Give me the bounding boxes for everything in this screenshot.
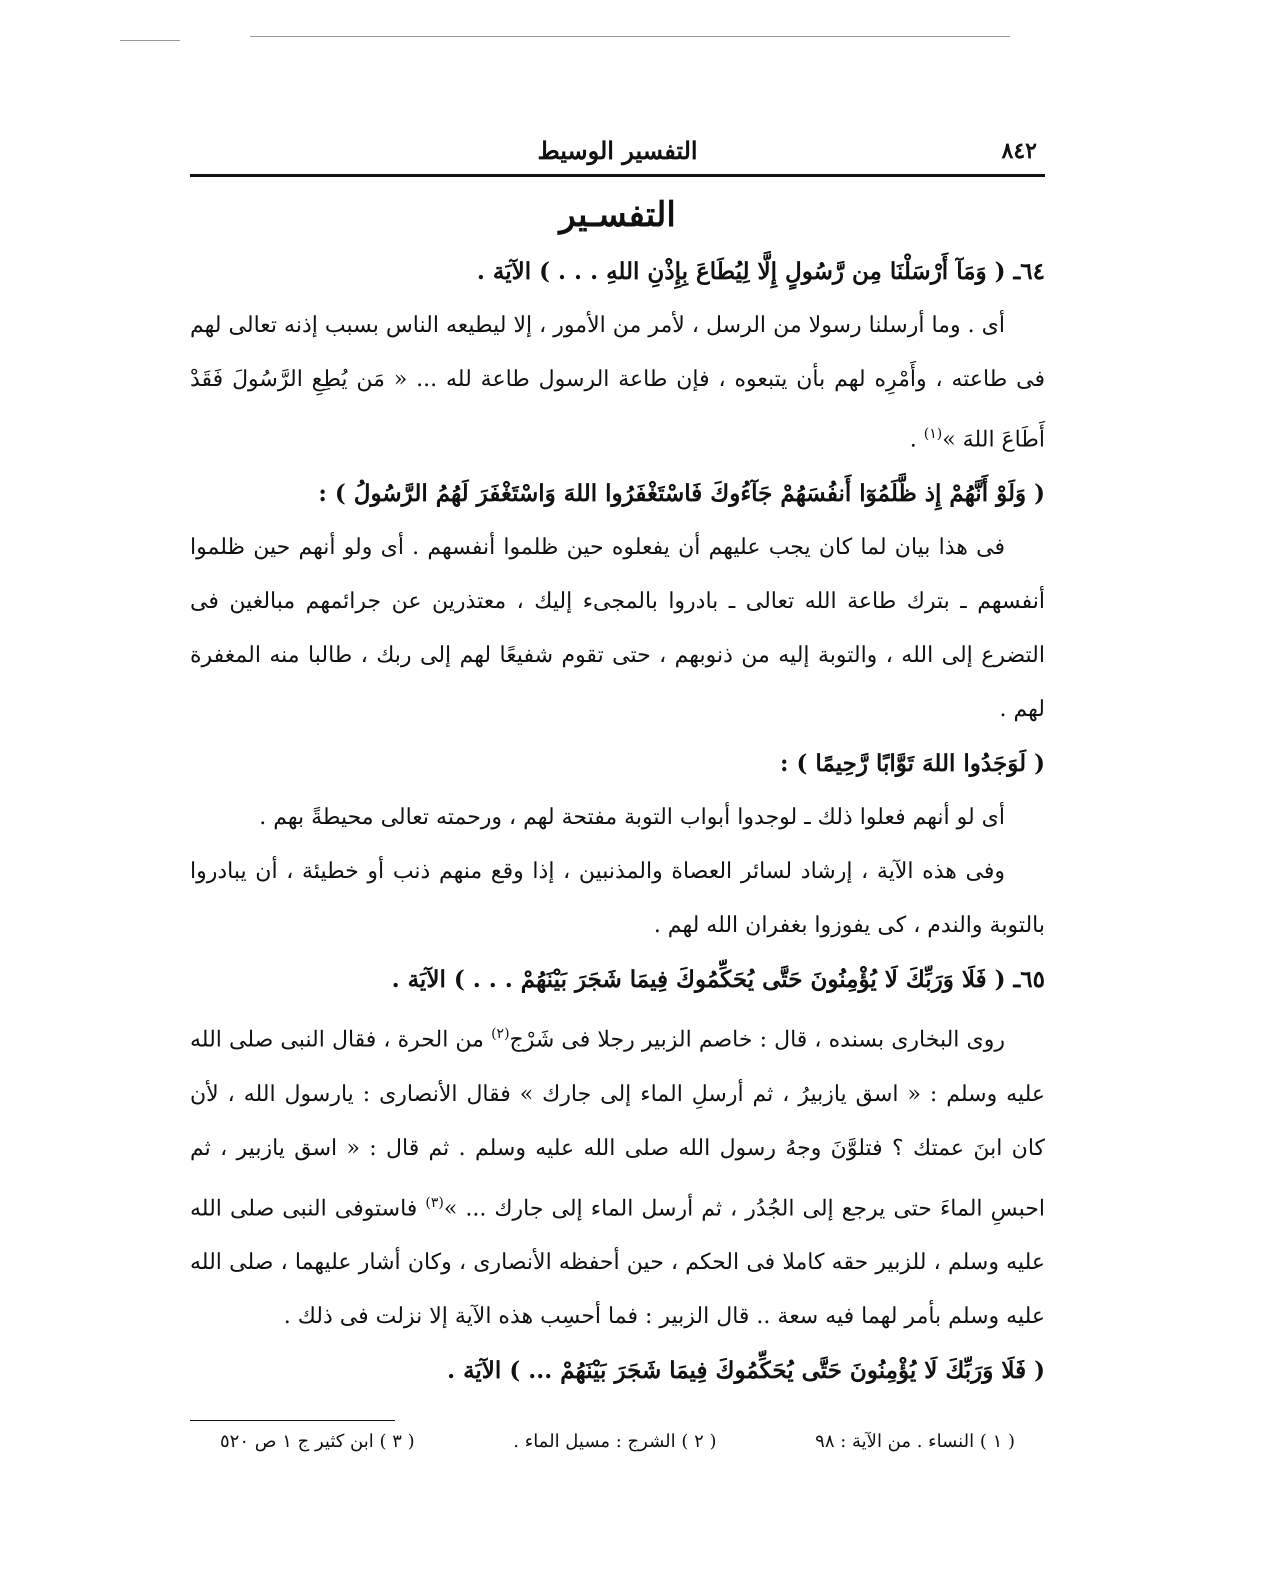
commentary-paragraph: فى هذا بيان لما كان يجب عليهم أن يفعلوه حين ظلموا أنفسهم . أى ولو أنهم حين ظلموا أنفسهم ـ بترك طاعة الله تعالى ـ بادروا بالمجىء إليك ، معتذرين عن جرائمهم مبالغين فى التضرع إلى الله ، والتوبة إليه من ذنوبهم ، حتى تقوم شفيعًا لهم إلى ربك ، طالبا منه المغفرة لهم .	[190, 535, 1045, 723]
footnote-ref: (١)	[923, 426, 943, 442]
scan-edge-line	[120, 40, 180, 41]
footnote: ( ٣ ) ابن كثير ج ١ ص ٥٢٠	[220, 1430, 415, 1452]
verse-quote: ( فَلَا وَرَبِّكَ لَا يُؤْمِنُونَ حَتَّى يُحَكِّمُوكَ فِيمَا شَجَرَ بَيْنَهُمْ ... ) الآيَة .	[447, 1356, 1045, 1384]
footnote-ref: (٣)	[425, 1194, 444, 1211]
section-title: التفسـير	[559, 195, 676, 235]
verse-quote: ( لَوَجَدُوا اللهَ تَوَّابًا رَّحِيمًا ) :	[780, 750, 1045, 778]
book-page	[190, 130, 1045, 1452]
paragraph-text: روى البخارى بسنده ، قال : خاصم الزبير رجلا فى شَرْج	[509, 1027, 1005, 1053]
paragraph-text: .	[909, 427, 924, 453]
verse-quote: ٦٤ـ ( وَمَآ أَرْسَلْنَا مِن رَّسُولٍ إِلَّا لِيُطَاعَ بِإِذْنِ اللهِ . . . ) الآيَة .	[476, 258, 1045, 285]
commentary-paragraph	[190, 1007, 1045, 1344]
footnote-ref: (٢)	[491, 1026, 510, 1043]
page-number: ٨٤٢	[1001, 138, 1037, 164]
commentary-paragraph: أى لو أنهم فعلوا ذلك ـ لوجدوا أبواب التوبة مفتحة لهم ، ورحمته تعالى محيطةً بهم .	[259, 805, 1005, 831]
footnote: ( ٢ ) الشرج : مسيل الماء .	[513, 1430, 717, 1452]
footnotes	[190, 1431, 1045, 1452]
verse-quote: ٦٥ـ ( فَلَا وَرَبِّكَ لَا يُؤْمِنُونَ حَتَّى يُحَكِّمُوكَ فِيمَا شَجَرَ بَيْنَهُمْ . . . ) الآيَة .	[391, 966, 1045, 994]
running-header	[190, 130, 1045, 174]
commentary-paragraph	[190, 299, 1045, 467]
verse-quote: ( وَلَوْ أَنَّهُمْ إِذ ظَّلَمُوٓا أَنفُسَهُمْ جَآءُوكَ فَاسْتَغْفَرُوا اللهَ وَاسْتَغْفَرَ لَهُمُ الرَّسُولُ ) :	[318, 480, 1045, 508]
footnote-rule	[190, 1420, 395, 1421]
paragraph-text: فاستوفى النبى صلى الله عليه وسلم ، للزبير حقه كاملا فى الحكم ، حين أحفظه الأنصارى ، وكان أشار عليهما ، صلى الله عليه وسلم بأمر لهما فيه سعة .. قال الزبير : فما أحسِب هذه الآية إلا نزلت فى ذلك .	[190, 1195, 1045, 1329]
footnote: ( ١ ) النساء . من الآية : ٩٨	[815, 1430, 1015, 1452]
paragraph-text: من الحرة ، فقال النبى صلى الله عليه وسلم : « اسق يازبيرُ ، ثم أرسلِ الماء إلى جارك » فقال الأنصارى : يارسول الله ، لأن كان ابنَ عمتك ؟ فتلوَّنَ وجهُ رسول الله صلى الله عليه وسلم . ثم قال : « اسق يازبير ، ثم احبسِ الماءَ حتى يرجع إلى الجُدُر ، ثم أرسل الماء إلى جارك ... »	[190, 1027, 1045, 1221]
commentary-paragraph: وفى هذه الآية ، إرشاد لسائر العصاة والمذنبين ، إذا وقع منهم ذنب أو خطيئة ، أن يبادروا بالتوبة والندم ، كى يفوزوا بغفران الله لهم .	[190, 859, 1045, 939]
book-title: التفسير الوسيط	[537, 136, 698, 165]
scan-edge-line	[250, 36, 1010, 37]
paragraph-text: أى . وما أرسلنا رسولا من الرسل ، لأمر من الأمور ، إلا ليطيعه الناس بسبب إذنه تعالى لهم فى طاعته ، وأَمْرِه لهم بأن يتبعوه ، فإن طاعة الرسول طاعة لله ... « مَن يُطِعِ الرَّسُولَ فَقَدْ أَطَاعَ اللهَ »	[190, 313, 1045, 453]
header-rule	[190, 174, 1045, 177]
